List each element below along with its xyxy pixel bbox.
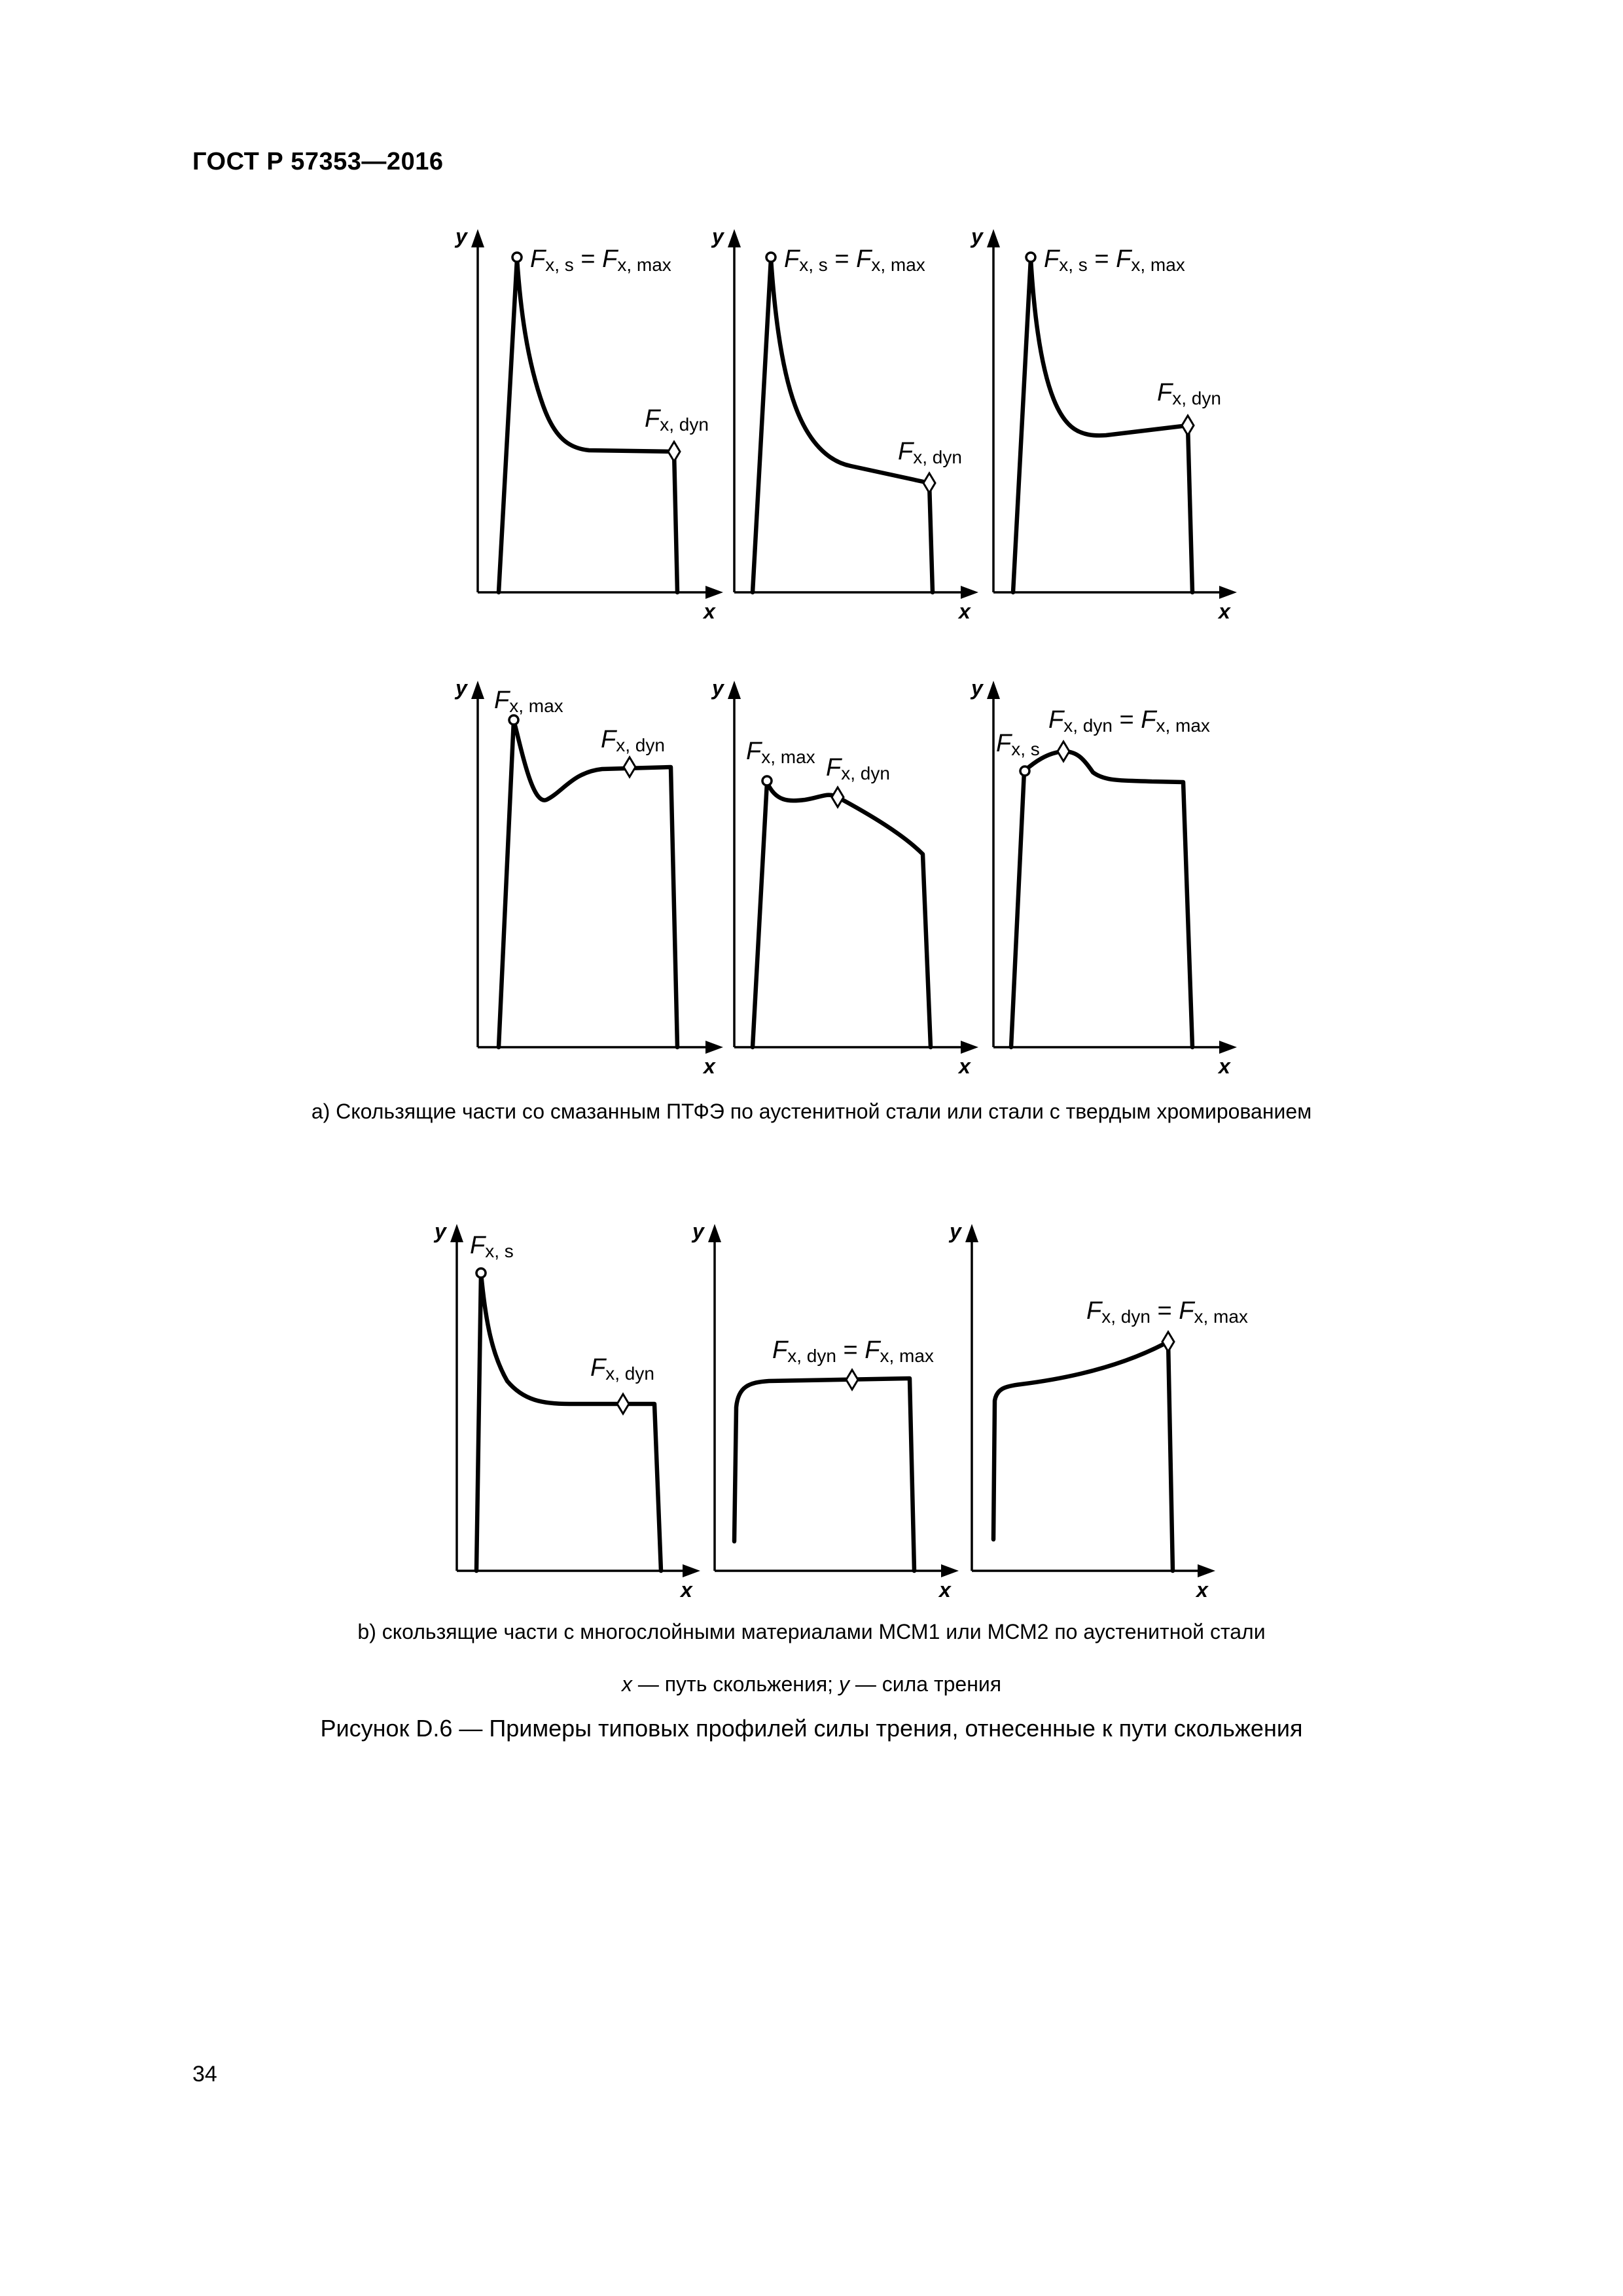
fxdyn-marker <box>923 473 935 493</box>
y-axis-label: y <box>692 1219 704 1243</box>
y-axis-label: y <box>455 224 467 248</box>
fxdyn-marker <box>668 442 680 461</box>
friction-profile-a4 <box>455 668 733 1086</box>
fxdyn-label: Fx, dyn <box>826 754 890 783</box>
y-axis-label: y <box>455 676 467 700</box>
fxdyn-marker <box>832 787 844 807</box>
figure-legend <box>0 1672 1623 1696</box>
fxs-fxmax-label: Fx, s = Fx, max <box>1044 245 1185 275</box>
x-axis-label: x <box>939 1578 951 1602</box>
friction-profile-a6 <box>971 668 1249 1086</box>
friction-profile-a1 <box>455 216 733 628</box>
fxmax-label: Fx, max <box>746 738 815 767</box>
fxs-label: Fx, s <box>470 1232 514 1261</box>
fxdyn-marker <box>1182 416 1194 435</box>
page-number: 34 <box>192 2062 217 2087</box>
fxdyn-fxmax-label: Fx, dyn = Fx, max <box>1048 706 1210 736</box>
y-axis-label: y <box>712 224 724 248</box>
friction-profile-b1 <box>437 1211 712 1617</box>
fxdyn-label: Fx, dyn <box>601 726 665 755</box>
fxdyn-marker <box>1162 1332 1174 1352</box>
friction-profile-b2 <box>692 1211 970 1617</box>
y-axis-label: y <box>971 224 983 248</box>
fxdyn-label: Fx, dyn <box>898 438 962 467</box>
x-axis-label: x <box>704 600 715 623</box>
fxmax-marker <box>762 776 772 785</box>
fxs-fxmax-label: Fx, s = Fx, max <box>784 245 925 275</box>
document-header: ГОСТ Р 57353—2016 <box>192 148 444 175</box>
y-axis-label: y <box>950 1219 961 1243</box>
x-axis-label: x <box>1219 1054 1230 1078</box>
fxs-marker <box>1026 253 1035 262</box>
friction-profile-a3 <box>971 216 1249 628</box>
legend-y-var: y <box>838 1672 849 1696</box>
y-axis-label: y <box>971 676 983 700</box>
fxs-marker <box>766 253 776 262</box>
fxmax-label: Fx, max <box>494 687 563 716</box>
legend-y-text: — сила трения <box>849 1672 1002 1696</box>
fxs-label: Fx, s <box>996 730 1040 759</box>
x-axis-label: x <box>959 1054 971 1078</box>
fxs-fxmax-label: Fx, s = Fx, max <box>530 245 671 275</box>
fxdyn-label: Fx, dyn <box>1157 379 1221 408</box>
fxdyn-fxmax-label: Fx, dyn = Fx, max <box>772 1336 934 1366</box>
fxdyn-marker <box>624 757 635 777</box>
caption-b: b) скользящие части с многослойными материалами МСМ1 или МСМ2 по аустенитной стали <box>357 1620 1266 1643</box>
fxdyn-label: Fx, dyn <box>645 405 709 435</box>
figure-title: Рисунок D.6 — Примеры типовых профилей силы трения, отнесенные к пути скольжения <box>320 1715 1303 1742</box>
caption-a: а) Скользящие части со смазанным ПТФЭ по аустенитной стали или стали с твердым хромированием <box>311 1100 1312 1123</box>
legend-x-var: x <box>621 1672 632 1696</box>
fxs-marker <box>512 253 522 262</box>
legend-x-text: — путь скольжения; <box>632 1672 839 1696</box>
x-axis-label: x <box>1219 600 1230 623</box>
fxdyn-marker <box>846 1370 858 1390</box>
x-axis-label: x <box>681 1578 692 1602</box>
friction-profile-a5 <box>712 668 990 1086</box>
x-axis-label: x <box>704 1054 715 1078</box>
fxdyn-marker <box>617 1394 629 1414</box>
y-axis-label: y <box>435 1219 446 1243</box>
fxs-marker <box>1020 766 1029 776</box>
fxdyn-fxmax-label: Fx, dyn = Fx, max <box>1086 1297 1248 1327</box>
y-axis-label: y <box>712 676 724 700</box>
x-axis-label: x <box>1196 1578 1208 1602</box>
friction-profile-b3 <box>950 1211 1248 1617</box>
fxdyn-label: Fx, dyn <box>590 1354 654 1384</box>
fxmax-marker <box>509 715 518 725</box>
x-axis-label: x <box>959 600 971 623</box>
fxs-marker <box>476 1268 486 1278</box>
fxdyn-marker <box>1058 742 1069 761</box>
friction-profile-a2 <box>712 216 990 628</box>
